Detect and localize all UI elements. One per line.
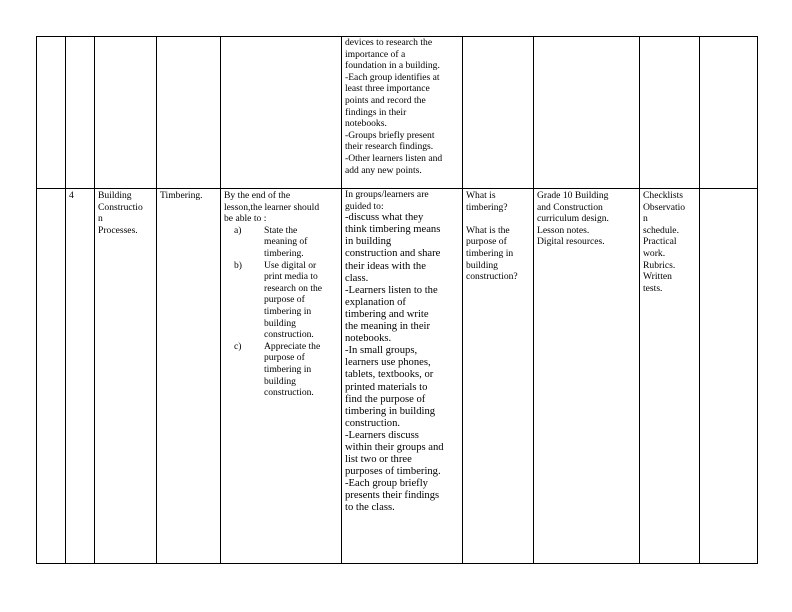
list-item: b) Use digital or print media to research on the purpose of timbering in building construction. xyxy=(234,259,323,341)
strand-cell xyxy=(95,37,157,189)
assessment-cell: Checklists Observatio n schedule. Practical work. Rubrics. Written tests. xyxy=(640,189,700,564)
lesson-cell xyxy=(66,37,95,189)
activities-cell: In groups/learners are guided to: -discuss what they think timbering means in building construction and share their ideas with the class. -Learners listen to the explanation of timbering and write the meaning in their notebooks. -In small groups, learners use phones, tablets, textbooks, or printed materials to find the purpose of timbering in building construction. -Learners discuss within their groups and list two or three purposes of timbering. -Each group briefly presents their findings to the class. xyxy=(342,189,463,564)
week-cell xyxy=(37,189,66,564)
resources-cell xyxy=(534,37,640,189)
table-row xyxy=(37,37,758,189)
list-item: c) Appreciate the purpose of timbering in building construction. xyxy=(234,340,321,399)
remarks-cell xyxy=(700,189,758,564)
table-row xyxy=(37,189,758,564)
strand-cell: Building Constructio n Processes. xyxy=(95,189,157,564)
outcomes-cell: By the end of the lesson,the learner should be able to : a) State the meaning of timbering. b) Use digital or print media to research on the purpose of timbering in building construction. c) Appreciate the purpose of timbering in building construction. xyxy=(221,189,342,564)
outcomes-list xyxy=(224,225,338,399)
scheme-of-work-table xyxy=(36,36,758,564)
remarks-cell xyxy=(700,37,758,189)
sub-strand-cell xyxy=(157,37,221,189)
outcomes-cell xyxy=(221,37,342,189)
week-cell xyxy=(37,37,66,189)
resources-cell: Grade 10 Building and Construction curriculum design. Lesson notes. Digital resources. xyxy=(534,189,640,564)
sub-strand-cell: Timbering. xyxy=(157,189,221,564)
assessment-cell xyxy=(640,37,700,189)
lesson-number: 4 xyxy=(66,189,95,564)
key-inquiry-cell: What is timbering? What is the purpose of timbering in building construction? xyxy=(463,189,534,564)
list-item: a) State the meaning of timbering. xyxy=(234,224,308,259)
key-inquiry-cell xyxy=(463,37,534,189)
activities-cell: devices to research the importance of a foundation in a building. -Each group identifies at least three importance points and record the findings in their notebooks. -Groups briefly present their research findings. -Other learners listen and add any new points. xyxy=(342,37,463,189)
